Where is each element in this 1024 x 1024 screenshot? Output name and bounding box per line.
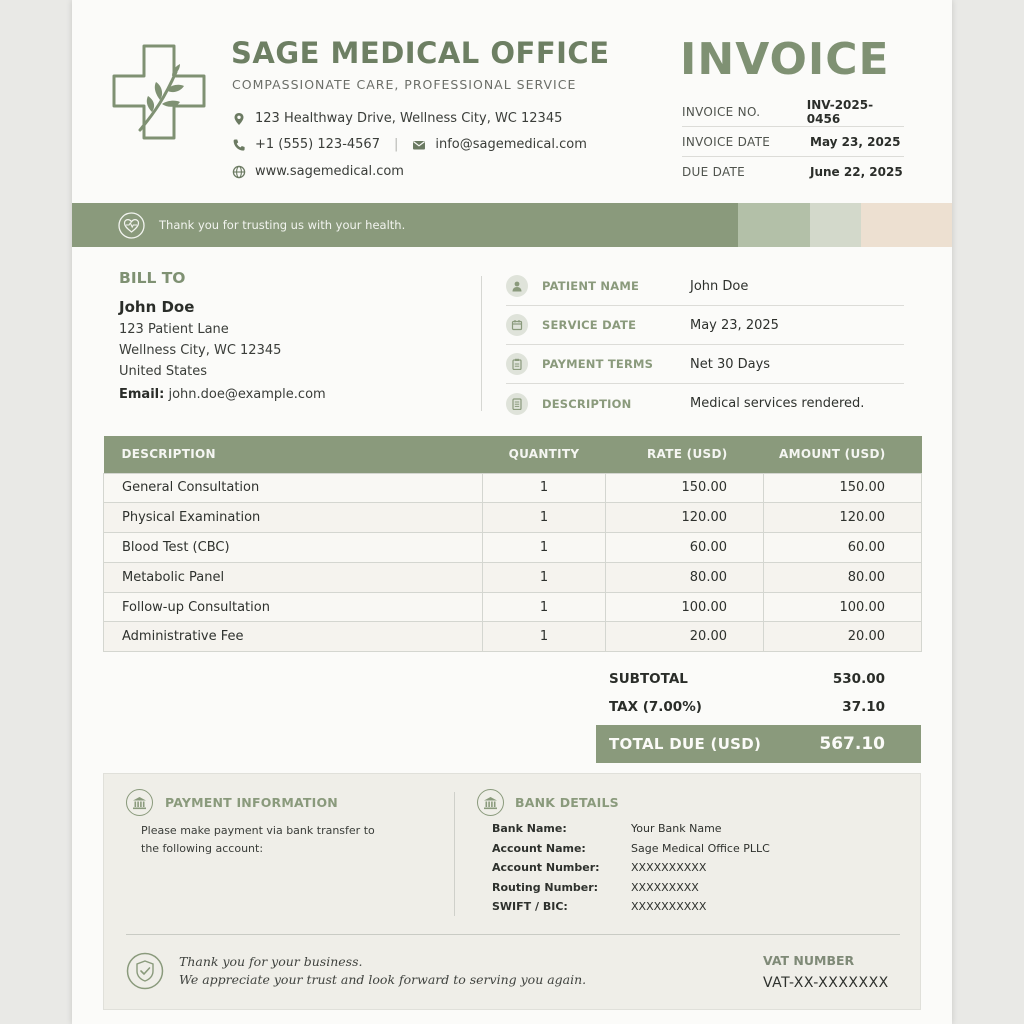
header-rate: RATE (USD) <box>606 436 764 473</box>
invoice-number-value: INV-2025-0456 <box>806 97 874 126</box>
account-number-label: Account Number: <box>492 861 600 874</box>
invoice-title: INVOICE <box>680 34 890 85</box>
due-date-label: DUE DATE <box>682 165 746 179</box>
shield-check-icon <box>126 952 164 990</box>
tax-label: TAX (7.00%) <box>609 699 702 715</box>
item-rate: 120.00 <box>606 503 764 533</box>
bill-to-email[interactable]: john.doe@example.com <box>168 387 326 402</box>
description-row <box>506 384 904 423</box>
clinic-name: SAGE MEDICAL OFFICE <box>231 36 610 70</box>
account-name-value: Sage Medical Office PLLC <box>631 842 770 855</box>
subtotal-row <box>609 671 885 687</box>
bill-to-heading: BILL TO <box>119 269 186 287</box>
swift-value: XXXXXXXXXX <box>631 900 707 913</box>
tax-row <box>609 699 885 715</box>
item-quantity: 1 <box>483 503 606 533</box>
table-header-row <box>104 436 922 473</box>
table-row <box>104 503 922 533</box>
bill-to-email-label: Email: <box>119 387 165 402</box>
item-rate: 150.00 <box>606 473 764 503</box>
swift-label: SWIFT / BIC: <box>492 900 568 913</box>
thank-you-banner <box>72 203 952 247</box>
line-items-table <box>103 436 922 652</box>
item-rate: 80.00 <box>606 562 764 592</box>
calendar-icon <box>506 314 528 336</box>
document-icon <box>506 393 528 415</box>
service-date-row <box>506 306 904 345</box>
thanks-line-2: We appreciate your trust and look forward to serving you again. <box>179 972 587 987</box>
item-description: Blood Test (CBC) <box>104 533 483 563</box>
tax-value: 37.10 <box>842 699 885 715</box>
item-amount: 120.00 <box>764 503 922 533</box>
account-name-label: Account Name: <box>492 842 586 855</box>
bank-building-icon <box>126 789 153 816</box>
account-number-row <box>492 861 706 874</box>
payment-instructions: Please make payment via bank transfer to the following account: <box>141 824 375 855</box>
total-due-value: 567.10 <box>819 734 885 754</box>
vat-value: VAT-XX-XXXXXXX <box>763 975 889 991</box>
payment-info-heading: PAYMENT INFORMATION <box>165 795 338 810</box>
footer-divider <box>126 934 900 935</box>
due-date-value: June 22, 2025 <box>810 165 903 179</box>
swift-row <box>492 900 706 913</box>
patient-name-label: PATIENT NAME <box>542 279 640 293</box>
table-row <box>104 562 922 592</box>
globe-icon <box>232 165 246 179</box>
header-amount: AMOUNT (USD) <box>764 436 922 473</box>
bill-to-name: John Doe <box>119 298 195 316</box>
invoice-number-row <box>682 97 904 127</box>
account-name-row <box>492 842 770 855</box>
bank-details-icon <box>477 789 504 816</box>
table-row <box>104 473 922 503</box>
invoice-date-row <box>682 127 904 157</box>
phone-icon <box>232 138 246 152</box>
item-amount: 100.00 <box>764 592 922 622</box>
bank-name-row <box>492 822 722 835</box>
invoice-page <box>72 0 952 1024</box>
payment-terms-value: Net 30 Days <box>690 356 771 372</box>
clinic-website-line <box>232 164 404 179</box>
header-quantity: QUANTITY <box>483 436 606 473</box>
item-rate: 60.00 <box>606 533 764 563</box>
header-description: DESCRIPTION <box>104 436 483 473</box>
item-amount: 60.00 <box>764 533 922 563</box>
invoice-date-value: May 23, 2025 <box>810 134 901 149</box>
item-rate: 20.00 <box>606 622 764 652</box>
subtotal-label: SUBTOTAL <box>609 671 688 687</box>
banner-swatch-1 <box>738 203 810 247</box>
item-description: Administrative Fee <box>104 622 483 652</box>
item-quantity: 1 <box>483 562 606 592</box>
item-description: Follow-up Consultation <box>104 592 483 622</box>
item-amount: 20.00 <box>764 622 922 652</box>
clinic-phone[interactable]: +1 (555) 123-4567 <box>255 137 380 152</box>
thanks-line-1: Thank you for your business. <box>179 954 363 969</box>
routing-number-row <box>492 881 699 894</box>
clinic-email[interactable]: info@sagemedical.com <box>435 137 587 152</box>
payment-terms-label: PAYMENT TERMS <box>542 357 654 371</box>
item-quantity: 1 <box>483 622 606 652</box>
clinic-contact-line <box>232 137 587 152</box>
envelope-icon <box>412 138 426 152</box>
due-date-row <box>682 157 904 187</box>
vat-label: VAT NUMBER <box>763 953 855 968</box>
heart-pulse-icon <box>118 212 145 239</box>
bill-to-address-line-1: 123 Patient Lane <box>119 322 229 337</box>
total-due-bar <box>596 725 921 763</box>
clinic-address-line <box>232 111 562 126</box>
account-number-value: XXXXXXXXXX <box>631 861 707 874</box>
item-amount: 150.00 <box>764 473 922 503</box>
item-quantity: 1 <box>483 592 606 622</box>
item-description: Metabolic Panel <box>104 562 483 592</box>
payment-info-box <box>103 773 921 1010</box>
invoice-date-label: INVOICE DATE <box>682 134 771 149</box>
payment-terms-row <box>506 345 904 384</box>
item-quantity: 1 <box>483 533 606 563</box>
patient-name-value: John Doe <box>690 278 749 294</box>
banner-swatch-2 <box>810 203 861 247</box>
payment-box-divider <box>454 792 455 916</box>
table-row <box>104 592 922 622</box>
bill-to-email-line <box>119 387 326 402</box>
item-rate: 100.00 <box>606 592 764 622</box>
table-row <box>104 533 922 563</box>
location-pin-icon <box>232 112 246 126</box>
banner-swatch-3 <box>861 203 952 247</box>
description-value: Medical services rendered. <box>690 396 865 411</box>
bill-divider <box>481 276 482 411</box>
routing-number-value: XXXXXXXXX <box>631 881 699 894</box>
routing-number-label: Routing Number: <box>492 881 599 894</box>
clinic-website[interactable]: www.sagemedical.com <box>255 164 404 179</box>
table-row <box>104 622 922 652</box>
medical-cross-leaf-logo <box>110 42 208 142</box>
banner-text: Thank you for trusting us with your health. <box>159 218 406 232</box>
bank-details-heading: BANK DETAILS <box>515 795 619 810</box>
bill-to-address-line-2: Wellness City, WC 12345 <box>119 343 282 358</box>
item-description: General Consultation <box>104 473 483 503</box>
patient-name-row <box>506 267 904 306</box>
service-date-label: SERVICE DATE <box>542 318 637 332</box>
bill-to-address-line-3: United States <box>119 364 208 379</box>
total-due-label: TOTAL DUE (USD) <box>609 735 762 753</box>
subtotal-value: 530.00 <box>832 671 885 687</box>
clipboard-icon <box>506 353 528 375</box>
person-icon <box>506 275 528 297</box>
bank-name-value: Your Bank Name <box>631 822 722 835</box>
clinic-address: 123 Healthway Drive, Wellness City, WC 12345 <box>255 111 563 126</box>
contact-separator: | <box>393 137 399 152</box>
bank-name-label: Bank Name: <box>492 822 567 835</box>
clinic-tagline: COMPASSIONATE CARE, PROFESSIONAL SERVICE <box>232 77 577 92</box>
item-quantity: 1 <box>483 473 606 503</box>
invoice-number-label: INVOICE NO. <box>682 104 761 119</box>
description-label: DESCRIPTION <box>542 396 632 411</box>
item-description: Physical Examination <box>104 503 483 533</box>
service-date-value: May 23, 2025 <box>690 317 779 333</box>
item-amount: 80.00 <box>764 562 922 592</box>
